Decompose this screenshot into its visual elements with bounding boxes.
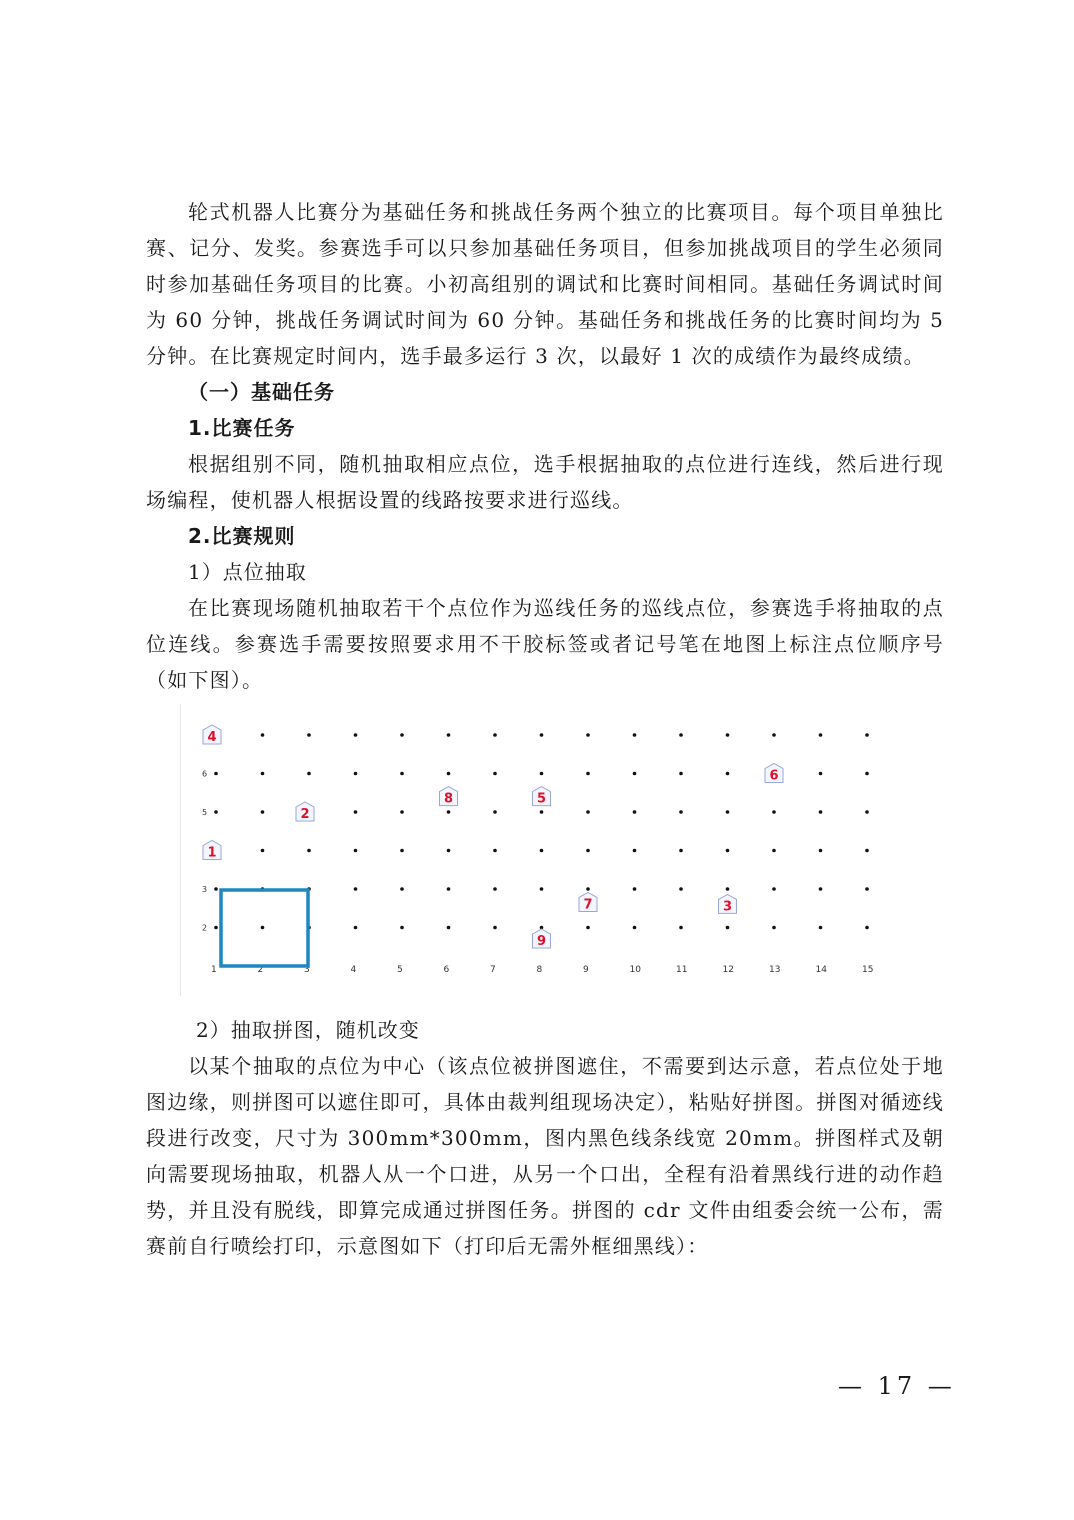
grid-dot — [493, 887, 497, 891]
grid-dot — [447, 849, 451, 853]
grid-dot — [772, 810, 776, 814]
grid-dot — [726, 849, 730, 853]
grid-dot — [214, 772, 218, 776]
grid-dot — [354, 849, 358, 853]
grid-dot — [540, 887, 544, 891]
grid-dot — [354, 733, 358, 737]
heading-competition-rules: 2.比赛规则 — [188, 524, 296, 548]
grid-dot — [679, 810, 683, 814]
x-tick-label: 4 — [350, 965, 357, 975]
grid-dot — [819, 926, 823, 930]
marker-number: 9 — [536, 934, 547, 950]
grid-dot — [493, 849, 497, 853]
x-tick-label: 10 — [629, 965, 641, 975]
marker-number: 5 — [536, 791, 547, 807]
grid-dot — [447, 772, 451, 776]
grid-dot — [586, 733, 590, 737]
grid-dot — [819, 733, 823, 737]
page-number: — 17 — — [838, 1372, 956, 1400]
grid-dot — [214, 810, 218, 814]
x-tick-label: 15 — [862, 965, 874, 975]
grid-dot — [307, 849, 311, 853]
grid-dot — [772, 887, 776, 891]
grid-dot — [354, 887, 358, 891]
grid-dot — [679, 733, 683, 737]
x-tick-label: 7 — [490, 965, 496, 975]
grid-dot — [307, 733, 311, 737]
grid-dot — [447, 810, 451, 814]
y-tick-label: 3 — [202, 885, 208, 894]
task-description-paragraph: 根据组别不同，随机抽取相应点位，选手根据抽取的点位进行连线，然后进行现场编程，使机器人根据设置的线路按要求进行巡线。 — [146, 452, 944, 512]
grid-dot — [400, 849, 404, 853]
section-heading-basic-tasks: （一）基础任务 — [188, 380, 335, 404]
x-tick-label: 3 — [304, 965, 310, 975]
heading-competition-task: 1.比赛任务 — [188, 416, 296, 440]
grid-dot — [633, 926, 637, 930]
x-tick-label: 5 — [397, 965, 403, 975]
marker-number: 1 — [207, 845, 217, 861]
grid-dot — [865, 810, 869, 814]
x-tick-label: 9 — [583, 965, 589, 975]
grid-dot — [493, 810, 497, 814]
grid-dot — [261, 733, 265, 737]
grid-dot — [447, 733, 451, 737]
dot-map-figure — [180, 704, 880, 996]
x-tick-label: 13 — [769, 965, 781, 975]
grid-dot — [540, 772, 544, 776]
grid-dot — [819, 772, 823, 776]
x-tick-label: 11 — [676, 965, 688, 975]
y-tick-label: 5 — [202, 808, 208, 817]
x-tick-label: 14 — [815, 965, 827, 975]
grid-dot — [354, 772, 358, 776]
subheading-puzzle: 2）抽取拼图，随机改变 — [196, 1018, 420, 1042]
grid-dot — [400, 926, 404, 930]
grid-dot — [400, 733, 404, 737]
marker-number: 3 — [722, 899, 733, 915]
grid-dot — [819, 849, 823, 853]
grid-dot — [400, 887, 404, 891]
marker-number: 4 — [207, 730, 217, 745]
grid-dot — [865, 733, 869, 737]
grid-dot — [214, 926, 218, 930]
y-tick-label: 6 — [202, 769, 208, 779]
grid-dot — [679, 849, 683, 853]
grid-dot — [726, 926, 730, 930]
x-tick-label: 6 — [443, 965, 450, 975]
grid-dot — [819, 887, 823, 891]
grid-dot — [679, 772, 683, 776]
grid-dot — [307, 772, 311, 776]
y-tick-label: 2 — [202, 923, 208, 933]
grid-dot — [586, 926, 590, 930]
grid-dot — [214, 887, 218, 891]
x-tick-label: 8 — [536, 965, 543, 975]
grid-dot — [400, 810, 404, 814]
grid-dot — [819, 810, 823, 814]
marker-number: 2 — [300, 807, 310, 822]
grid-dot — [586, 887, 590, 891]
grid-dot — [865, 887, 869, 891]
grid-dot — [261, 772, 265, 776]
puzzle-box — [221, 890, 308, 966]
grid-dot — [726, 772, 730, 776]
grid-dot — [493, 772, 497, 776]
grid-dot — [726, 733, 730, 737]
grid-dot — [540, 810, 544, 814]
grid-dot — [400, 772, 404, 776]
grid-dot — [679, 887, 683, 891]
x-tick-label: 12 — [722, 965, 734, 975]
grid-dot — [493, 926, 497, 930]
grid-dot — [586, 849, 590, 853]
grid-dot — [633, 810, 637, 814]
marker-number: 7 — [583, 897, 593, 913]
intro-paragraph: 轮式机器人比赛分为基础任务和挑战任务两个独立的比赛项目。每个项目单独比赛、记分、发奖。参赛选手可以只参加基础任务项目，但参加挑战项目的学生必须同时参加基础任务项目的比赛。小初高组别的调试和比赛时间相同。基础任务调试时间为 60 分钟，挑战任务调试时间为 60 分钟。基础任务和挑战任务的比赛时间均为 5 分钟。在比赛规定时间内，选手最多运行 3 次，以最好 1 次的成绩作为最终成绩。 — [146, 200, 944, 368]
grid-dot — [633, 849, 637, 853]
grid-dot — [493, 733, 497, 737]
point-draw-paragraph: 在比赛现场随机抽取若干个点位作为巡线任务的巡线点位，参赛选手将抽取的点位连线。参赛选手需要按照要求用不干胶标签或者记号笔在地图上标注点位顺序号（如下图）。 — [146, 596, 944, 692]
grid-dot — [726, 887, 730, 891]
grid-dot — [540, 733, 544, 737]
grid-dot — [447, 887, 451, 891]
grid-dot — [261, 926, 265, 930]
x-tick-label: 2 — [257, 965, 264, 975]
grid-dot — [354, 810, 358, 814]
grid-dot — [633, 772, 637, 776]
marker-number: 6 — [769, 768, 779, 784]
grid-dot — [772, 849, 776, 853]
grid-dot — [865, 849, 869, 853]
grid-dot — [726, 810, 730, 814]
subheading-point-draw: 1）点位抽取 — [188, 560, 307, 584]
x-tick-label: 1 — [211, 965, 217, 975]
grid-dot — [447, 926, 451, 930]
puzzle-paragraph: 以某个抽取的点位为中心（该点位被拼图遮住，不需要到达示意，若点位处于地图边缘，则拼图可以遮住即可，具体由裁判组现场决定），粘贴好拼图。拼图对循迹线段进行改变，尺寸为 300mm*300mm，图内黑色线条线宽 20mm。拼图样式及朝向需要现场抽取，机器人从一个口进，从另一个口出，全程有沿着黑线行进的动作趋势，并且没有脱线，即算完成通过拼图任务。拼图的 cdr 文件由组委会统一公布，需赛前自行喷绘打印，示意图如下（打印后无需外框细黑线）： — [146, 1054, 944, 1258]
grid-dot — [633, 887, 637, 891]
grid-dot — [772, 926, 776, 930]
marker-number: 8 — [443, 791, 454, 807]
grid-dot — [679, 926, 683, 930]
grid-dot — [633, 733, 637, 737]
grid-dot — [772, 733, 776, 737]
grid-dot — [586, 810, 590, 814]
grid-dot — [586, 772, 590, 776]
grid-dot — [261, 810, 265, 814]
grid-dot — [865, 772, 869, 776]
grid-dot — [540, 849, 544, 853]
grid-dot — [261, 849, 265, 853]
grid-dot — [354, 926, 358, 930]
grid-dot — [865, 926, 869, 930]
